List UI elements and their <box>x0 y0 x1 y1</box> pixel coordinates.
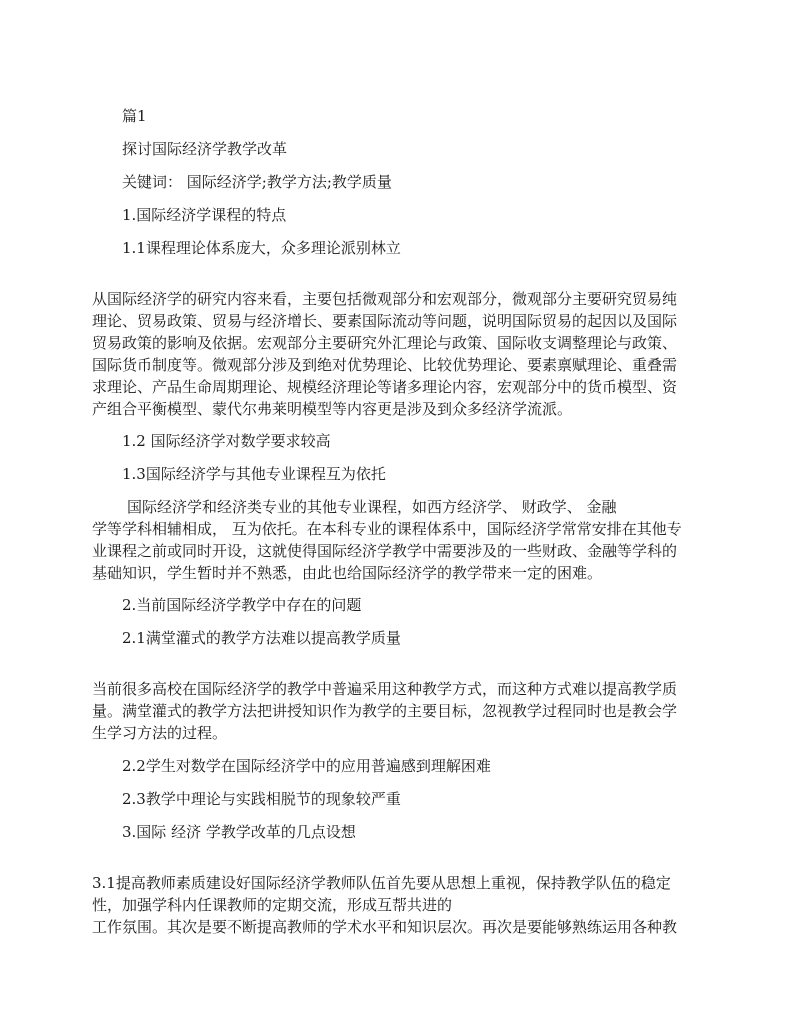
paragraph-3-line: 生学习方法的过程。 <box>92 724 228 742</box>
section-heading-1: 1.国际经济学课程的特点 <box>122 206 287 224</box>
paragraph-2-line: 学等学科相辅相成， 互为依托。在本科专业的课程体系中，国际经济学常常安排在其他专 <box>92 520 682 538</box>
document-title: 探讨国际经济学教学改革 <box>122 140 288 158</box>
paragraph-1-line: 从国际经济学的研究内容来看，主要包括微观部分和宏观部分，微观部分主要研究贸易纯 <box>92 290 678 308</box>
subsection-heading-1-1: 1.1课程理论体系庞大，众多理论派别林立 <box>122 239 401 257</box>
paragraph-1-line: 国际货币制度等。微观部分涉及到绝对优势理论、比较优势理论、要素禀赋理论、重叠需 <box>92 356 678 374</box>
part-label: 篇1 <box>122 107 147 125</box>
paragraph-1-line: 理论、贸易政策、贸易与经济增长、要素国际流动等问题，说明国际贸易的起因以及国际 <box>92 312 678 330</box>
paragraph-4-line: 工作氛围。其次是要不断提高教师的学术水平和知识层次。再次是要能够熟练运用各种教 <box>92 918 678 936</box>
paragraph-1-line: 产组合平衡模型、蒙代尔弗莱明模型等内容更是涉及到众多经济学流派。 <box>92 400 573 418</box>
paragraph-2-line: 业课程之前或同时开设，这就使得国际经济学教学中需要涉及的一些财政、金融等学科的 <box>92 542 678 560</box>
paragraph-4-line: 性，加强学科内任课教师的定期交流，形成互帮共进的 <box>92 896 453 914</box>
subsection-heading-2-2: 2.2学生对数学在国际经济学中的应用普遍感到理解困难 <box>122 757 491 775</box>
paragraph-3-line: 量。满堂灌式的教学方法把讲授知识作为教学的主要目标，忽视教学过程同时也是教会学 <box>92 702 678 720</box>
subsection-heading-2-1: 2.1满堂灌式的教学方法难以提高教学质量 <box>122 629 401 647</box>
subsection-heading-1-2: 1.2 国际经济学对数学要求较高 <box>122 432 331 450</box>
paragraph-1-line: 求理论、产品生命周期理论、规模经济理论等诸多理论内容，宏观部分中的货币模型、资 <box>92 378 678 396</box>
paragraph-3-line: 当前很多高校在国际经济学的教学中普遍采用这种教学方式，而这种方式难以提高教学质 <box>92 680 678 698</box>
section-heading-3: 3.国际 经济 学教学改革的几点设想 <box>122 823 356 841</box>
paragraph-1-line: 贸易政策的影响及依据。宏观部分主要研究外汇理论与政策、国际收支调整理论与政策、 <box>92 334 678 352</box>
keywords-line: 关键词： 国际经济学;教学方法;教学质量 <box>122 173 392 191</box>
paragraph-2-line: 国际经济学和经济类专业的其他专业课程，如西方经济学、 财政学、 金融 <box>127 498 617 516</box>
subsection-heading-1-3: 1.3国际经济学与其他专业课程互为依托 <box>122 465 386 483</box>
section-heading-2: 2.当前国际经济学教学中存在的问题 <box>122 596 362 614</box>
subsection-heading-2-3: 2.3教学中理论与实践相脱节的现象较严重 <box>122 790 401 808</box>
paragraph-2-line: 基础知识，学生暂时并不熟悉，由此也给国际经济学的教学带来一定的困难。 <box>92 564 603 582</box>
paragraph-4-line: 3.1提高教师素质建设好国际经济学教师队伍首先要从思想上重视，保持教学队伍的稳定 <box>92 874 671 892</box>
